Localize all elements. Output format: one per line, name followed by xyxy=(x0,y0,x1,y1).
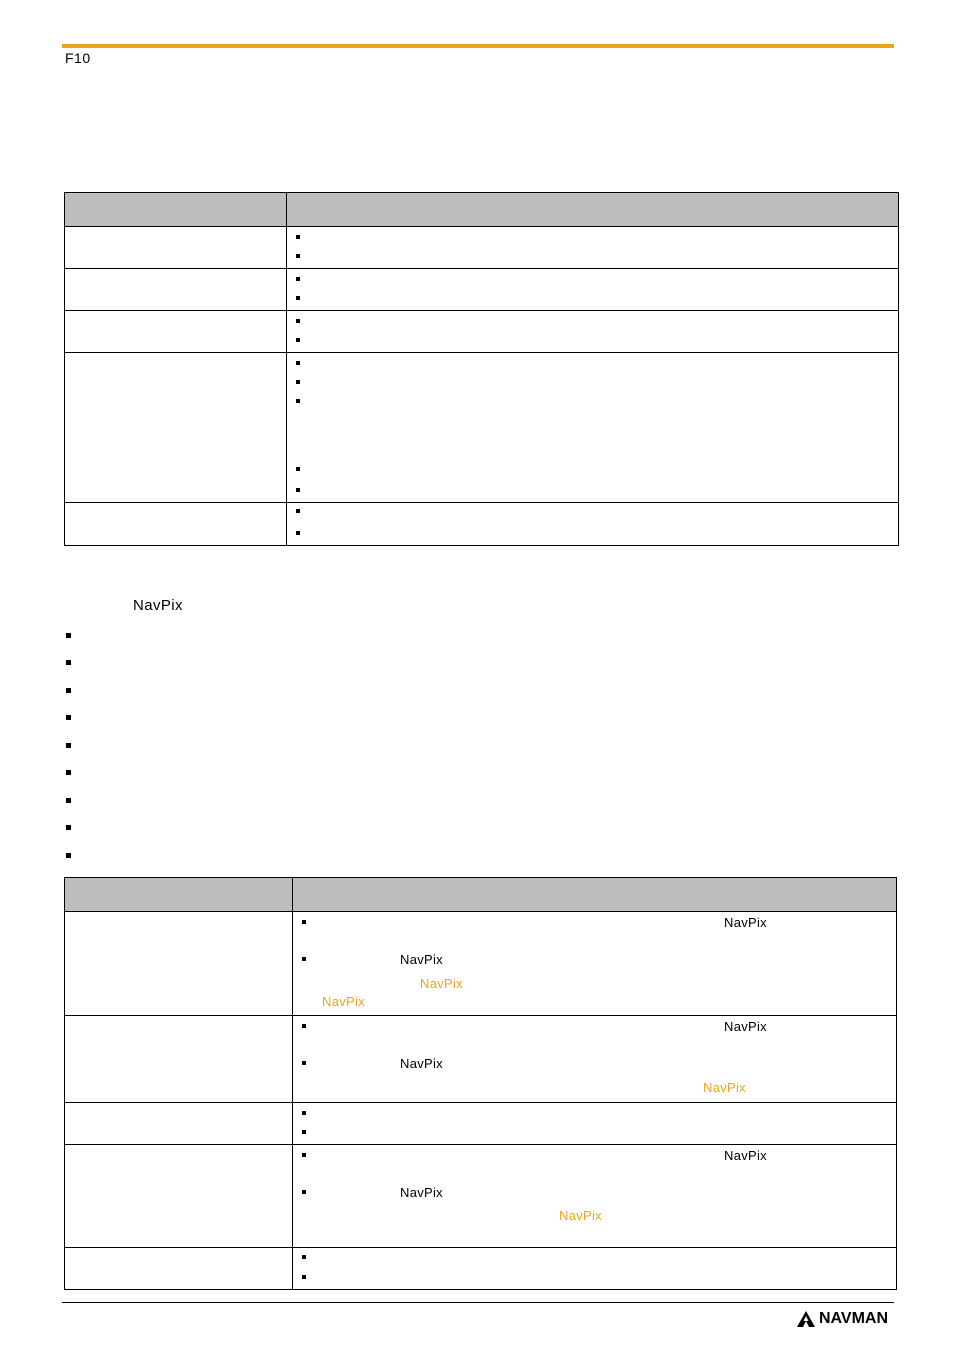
header-rule xyxy=(62,44,894,48)
navpix-label: NavPix xyxy=(322,994,365,1009)
table-row xyxy=(65,503,899,546)
bullet-icon xyxy=(296,338,300,342)
bullet-icon xyxy=(302,1190,306,1194)
model-name: F10 xyxy=(65,50,91,66)
bullet-icon xyxy=(302,957,306,961)
navpix-label: NavPix xyxy=(724,915,767,930)
bullet-icon xyxy=(302,1061,306,1065)
bullet-icon xyxy=(66,798,71,803)
bullet-icon xyxy=(302,1111,306,1115)
bullet-icon xyxy=(296,319,300,323)
navpix-label: NavPix xyxy=(400,1185,443,1200)
bullet-icon xyxy=(296,277,300,281)
bullet-icon xyxy=(66,688,71,693)
brand-name: NAVMAN xyxy=(819,1310,889,1327)
bullet-icon xyxy=(66,825,71,830)
table-row xyxy=(65,311,899,353)
navpix-label: NavPix xyxy=(420,976,463,991)
bullet-icon xyxy=(296,399,300,403)
footer-rule xyxy=(62,1302,894,1303)
bullet-icon xyxy=(296,467,300,471)
table-row xyxy=(65,227,899,269)
bullet-icon xyxy=(296,509,300,513)
bullet-icon xyxy=(296,361,300,365)
bullet-icon xyxy=(66,770,71,775)
bullet-icon xyxy=(296,235,300,239)
navpix-label: NavPix xyxy=(703,1080,746,1095)
bullet-icon xyxy=(66,633,71,638)
bullet-icon xyxy=(66,853,71,858)
table-row xyxy=(65,1145,897,1248)
bullet-icon xyxy=(302,1024,306,1028)
section-heading-navpix: NavPix xyxy=(133,597,183,614)
navpix-label: NavPix xyxy=(400,1056,443,1071)
table-row xyxy=(65,1248,897,1290)
bullet-icon xyxy=(296,488,300,492)
navpix-label: NavPix xyxy=(400,952,443,967)
table-row xyxy=(65,1016,897,1103)
table-2-header-col-2 xyxy=(293,878,897,912)
navpix-label: NavPix xyxy=(559,1208,602,1223)
table-row xyxy=(65,353,899,503)
table-row xyxy=(65,1103,897,1145)
bullet-icon xyxy=(302,920,306,924)
table-1-header-col-1 xyxy=(65,193,287,227)
table-row xyxy=(65,269,899,311)
navman-logo xyxy=(796,1309,888,1329)
bullet-icon xyxy=(296,380,300,384)
navpix-label: NavPix xyxy=(724,1148,767,1163)
bullet-icon xyxy=(296,254,300,258)
bullet-icon xyxy=(296,531,300,535)
bullet-icon xyxy=(296,296,300,300)
table-1 xyxy=(64,192,899,546)
bullet-icon xyxy=(66,715,71,720)
table-2-header-col-1 xyxy=(65,878,293,912)
bullet-icon xyxy=(302,1275,306,1279)
table-row xyxy=(65,912,897,1016)
bullet-icon xyxy=(302,1255,306,1259)
bullet-icon xyxy=(302,1153,306,1157)
bullet-icon xyxy=(66,743,71,748)
bullet-icon xyxy=(66,660,71,665)
table-2 xyxy=(64,877,897,1290)
navpix-label: NavPix xyxy=(724,1019,767,1034)
navman-logo-icon xyxy=(796,1310,816,1328)
table-1-header-col-2 xyxy=(287,193,899,227)
bullet-icon xyxy=(302,1130,306,1134)
